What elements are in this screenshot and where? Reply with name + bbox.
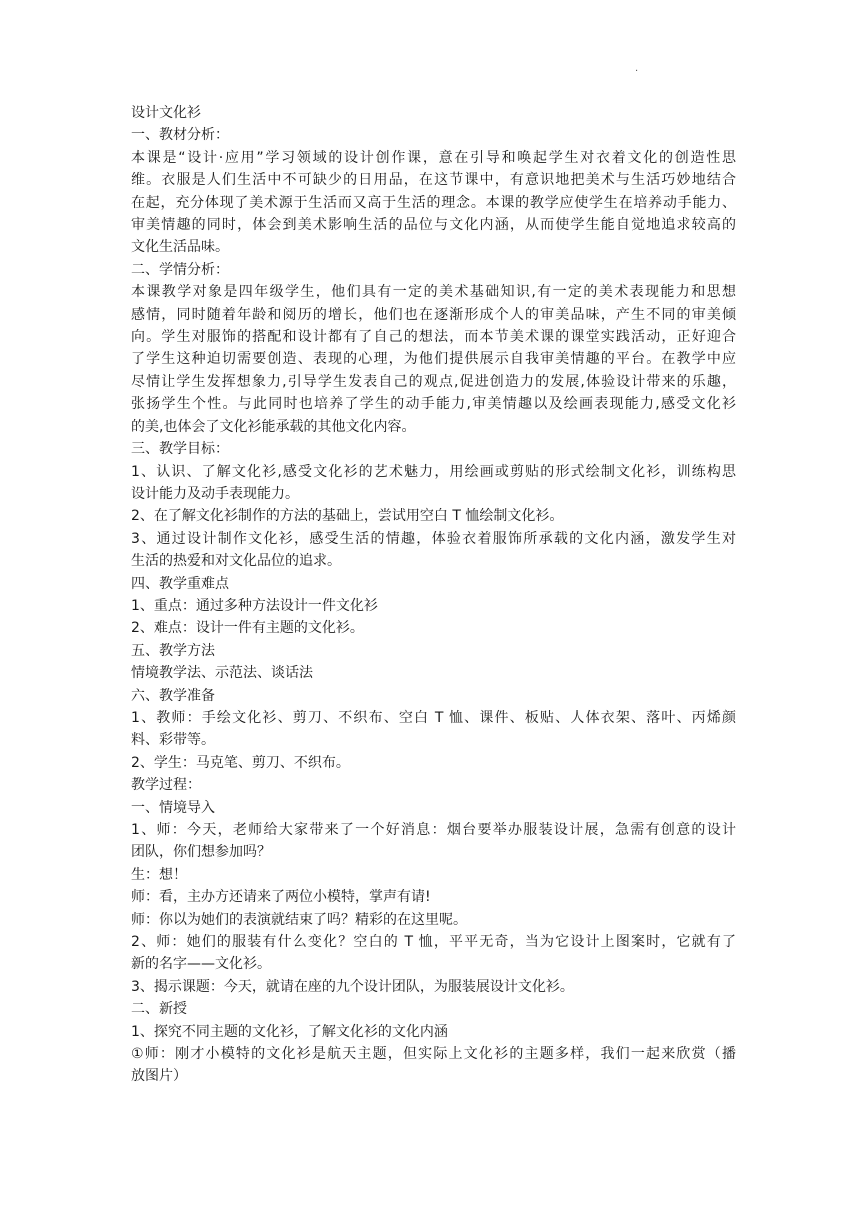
paragraph-line: 了学生这种迫切需要创造、表现的心理，为他们提供展示自我审美情趣的平台。在教学中应 (131, 351, 736, 368)
paragraph-line: 1、教师：手绘文化衫、剪刀、不织布、空白 T 恤、课件、板贴、人体衣架、落叶、丙烯颜 (131, 709, 736, 726)
paragraph-line: 师：你以为她们的表演就结束了吗？精彩的在这里呢。 (131, 911, 467, 928)
section-heading: 六、教学准备 (131, 687, 215, 704)
paragraph-line: 文化生活品味。 (131, 239, 229, 256)
section-heading: 一、教材分析： (131, 127, 229, 144)
paragraph-line: 2、难点：设计一件有主题的文化衫。 (131, 620, 364, 637)
paragraph-line: ①师：刚才小模特的文化衫是航天主题，但实际上文化衫的主题多样，我们一起来欣赏（播 (131, 1046, 736, 1063)
section-heading: 五、教学方法 (131, 642, 215, 659)
section-heading: 四、教学重难点 (131, 575, 229, 592)
paragraph-line: 尽情让学生发挥想象力,引导学生发表自己的观点,促进创造力的发展,体验设计带来的乐趣， (131, 373, 736, 390)
paragraph-line: 维。衣服是人们生活中不可缺少的日用品，在这节课中，有意识地把美术与生活巧妙地结合 (131, 172, 736, 189)
paragraph-line: 张扬学生个性。与此同时也培养了学生的动手能力,审美情趣以及绘画表现能力,感受文化衫 (131, 396, 736, 413)
paragraph-line: 1、师：今天，老师给大家带来了一个好消息：烟台要举办服装设计展，急需有创意的设计 (131, 822, 736, 838)
paragraph-line: 2、师：她们的服装有什么变化？空白的 T 恤，平平无奇，当为它设计上图案时，它就有了 (131, 934, 736, 951)
paragraph-line: 生：想！ (131, 866, 187, 883)
paragraph-line: 2、学生：马克笔、剪刀、不织布。 (131, 754, 350, 771)
paragraph-line: 本课是“设计·应用”学习领域的设计创作课，意在引导和唤起学生对衣着文化的创造性思 (131, 149, 736, 166)
paragraph-line: 1、重点：通过多种方法设计一件文化衫 (131, 597, 378, 614)
document-body (131, 102, 736, 1088)
corner-mark: . (635, 63, 639, 74)
section-heading: 二、新授 (131, 1001, 187, 1018)
section-heading: 二、学情分析： (131, 261, 229, 278)
paragraph-line: 审美情趣的同时，体会到美术影响生活的品位与文化内涵，从而使学生能自觉地追求较高的 (131, 217, 736, 234)
section-heading: 教学过程： (131, 777, 201, 794)
paragraph-line: 情境教学法、示范法、谈话法 (131, 665, 313, 682)
section-heading: 一、情境导入 (131, 799, 215, 816)
paragraph-line: 新的名字——文化衫。 (131, 956, 271, 973)
paragraph-line: 放图片） (131, 1068, 187, 1085)
paragraph-line: 1、认识、了解文化衫,感受文化衫的艺术魅力，用绘画或剪贴的形式绘制文化衫，训练构思 (131, 463, 736, 480)
paragraph-line: 的美,也体会了文化衫能承载的其他文化内容。 (131, 418, 416, 435)
paragraph-line: 在起，充分体现了美术源于生活而又高于生活的理念。本课的教学应使学生在培养动手能力、 (131, 194, 736, 211)
paragraph-line: 向。学生对服饰的搭配和设计都有了自己的想法，而本节美术课的课堂实践活动，正好迎合 (131, 329, 736, 346)
paragraph-line: 3、揭示课题：今天，就请在座的九个设计团队，为服装展设计文化衫。 (131, 978, 574, 995)
paragraph-line: 感情，同时随着年龄和阅历的增长，他们也在逐渐形成个人的审美品味，产生不同的审美倾 (131, 306, 736, 323)
paragraph-line: 3、通过设计制作文化衫，感受生活的情趣，体验衣着服饰所承载的文化内涵，激发学生对 (131, 530, 736, 547)
paragraph-line: 团队，你们想参加吗？ (131, 844, 271, 861)
paragraph-line: 2、在了解文化衫制作的方法的基础上，尝试用空白 T 恤绘制文化衫。 (131, 508, 564, 525)
paragraph-line: 生活的热爱和对文化品位的追求。 (131, 553, 341, 570)
paragraph-line: 本课教学对象是四年级学生，他们具有一定的美术基础知识,有一定的美术表现能力和思想 (131, 284, 736, 301)
paragraph-line: 师：看，主办方还请来了两位小模特，掌声有请! (131, 889, 431, 906)
section-heading: 三、教学目标： (131, 441, 229, 458)
paragraph-line: 1、探究不同主题的文化衫，了解文化衫的文化内涵 (131, 1023, 448, 1040)
document-title: 设计文化衫 (131, 105, 201, 121)
paragraph-line: 料、彩带等。 (131, 732, 215, 749)
paragraph-line: 设计能力及动手表现能力。 (131, 485, 299, 502)
